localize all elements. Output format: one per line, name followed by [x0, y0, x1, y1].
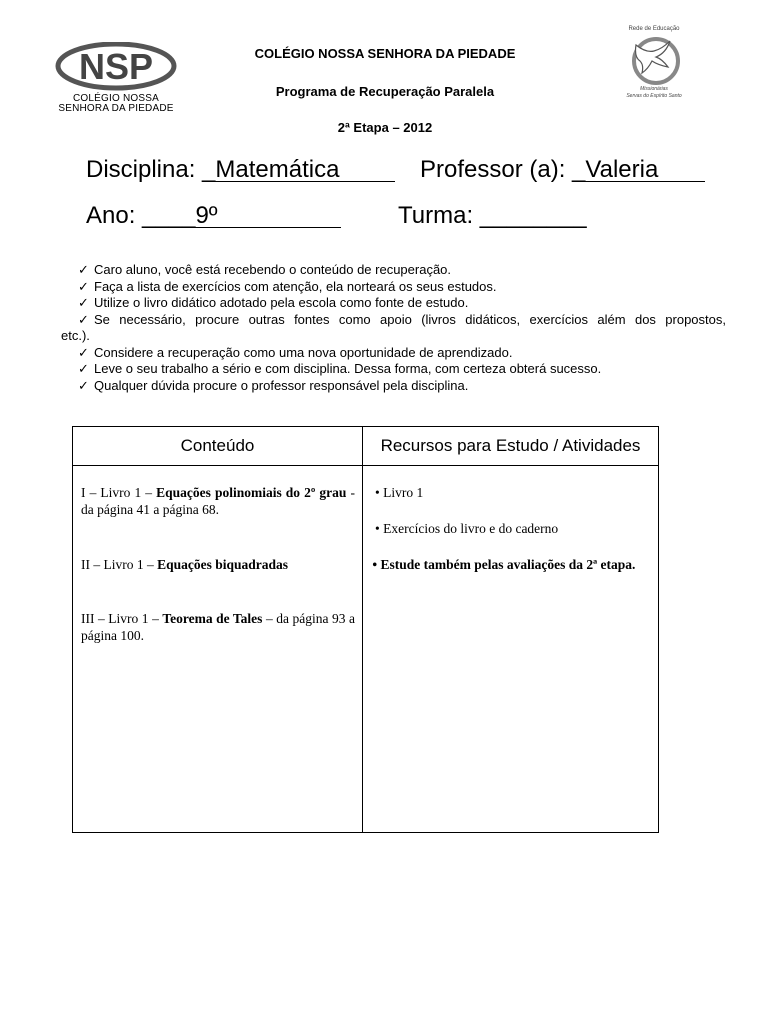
check-icon: ✓	[78, 377, 89, 393]
check-icon: ✓	[78, 295, 89, 310]
logo-monogram: NSP	[78, 46, 154, 87]
school-name: COLÉGIO NOSSA SENHORA DA PIEDADE	[254, 46, 516, 61]
disciplina-field	[86, 156, 395, 184]
resource-item: • Exercícios do livro e do caderno	[375, 521, 559, 536]
disciplina-label: Disciplina: _	[86, 156, 216, 183]
header-recursos: Recursos para Estudo / Atividades	[363, 427, 659, 466]
check-icon: ✓	[78, 311, 89, 327]
instruction-item: ✓ Considere a recuperação como uma nova oportunidade de aprendizado.	[78, 344, 513, 360]
resources-cell	[363, 466, 659, 833]
content-item: II – Livro 1 – Equações biquadradas	[81, 557, 289, 572]
ano-value: 9º	[195, 204, 341, 228]
content-item: I – Livro 1 – Equações polinomiais do 2º grau - da página 41 a página 68.	[81, 485, 355, 517]
instructions-list	[61, 262, 726, 394]
resource-item: • Estude também pelas avaliações da 2ª etapa.	[372, 557, 636, 572]
instruction-item: ✓ Utilize o livro didático adotado pela escola como fonte de estudo.	[78, 295, 469, 310]
instruction-item: ✓ Qualquer dúvida procure o professor responsável pela disciplina.	[78, 377, 469, 393]
professor-value: Valeria	[585, 158, 705, 182]
instruction-item: ✓ Se necessário, procure outras fontes como apoio (livros didáticos, exercícios além dos propostos,	[78, 311, 726, 327]
instruction-item: ✓ Leve o seu trabalho a sério e com disciplina. Dessa forma, com certeza obterá sucesso.	[78, 361, 602, 376]
header-conteudo: Conteúdo	[73, 427, 363, 466]
turma-field	[398, 202, 587, 230]
stage-title: 2ª Etapa – 2012	[337, 120, 433, 135]
program-title: Programa de Recuperação Paralela	[275, 84, 495, 99]
instruction-item-continued: etc.).	[61, 328, 90, 343]
table-header-row	[73, 427, 659, 466]
table-row	[73, 466, 659, 833]
disciplina-value: Matemática	[215, 158, 395, 182]
content-item: III – Livro 1 – Teorema de Tales – da página 93 a página 100.	[81, 611, 356, 643]
ano-field	[86, 202, 341, 230]
instruction-item: ✓ Faça a lista de exercícios com atenção, ela norteará os seus estudos.	[78, 278, 497, 294]
contents-cell	[73, 466, 363, 833]
check-icon: ✓	[78, 344, 89, 360]
resource-item: • Livro 1	[375, 485, 424, 500]
check-icon: ✓	[78, 361, 89, 376]
instruction-item: ✓ Caro aluno, você está recebendo o conteúdo de recuperação.	[78, 262, 452, 277]
logo-line1: COLÉGIO NOSSA	[73, 93, 159, 104]
network-logo-motto2: Servas do Espírito Santo	[626, 93, 682, 99]
check-icon: ✓	[78, 262, 89, 277]
professor-field	[420, 156, 705, 184]
turma-label: Turma: ________	[398, 202, 587, 229]
network-logo-caption: Rede de Educação	[628, 26, 680, 32]
ano-label: Ano: ____	[86, 202, 196, 229]
content-table	[72, 426, 659, 833]
professor-label: Professor (a): _	[420, 156, 586, 183]
check-icon: ✓	[78, 278, 89, 294]
logo-line2: SENHORA DA PIEDADE	[58, 103, 174, 114]
network-logo-motto1: Missionárias	[640, 86, 668, 92]
